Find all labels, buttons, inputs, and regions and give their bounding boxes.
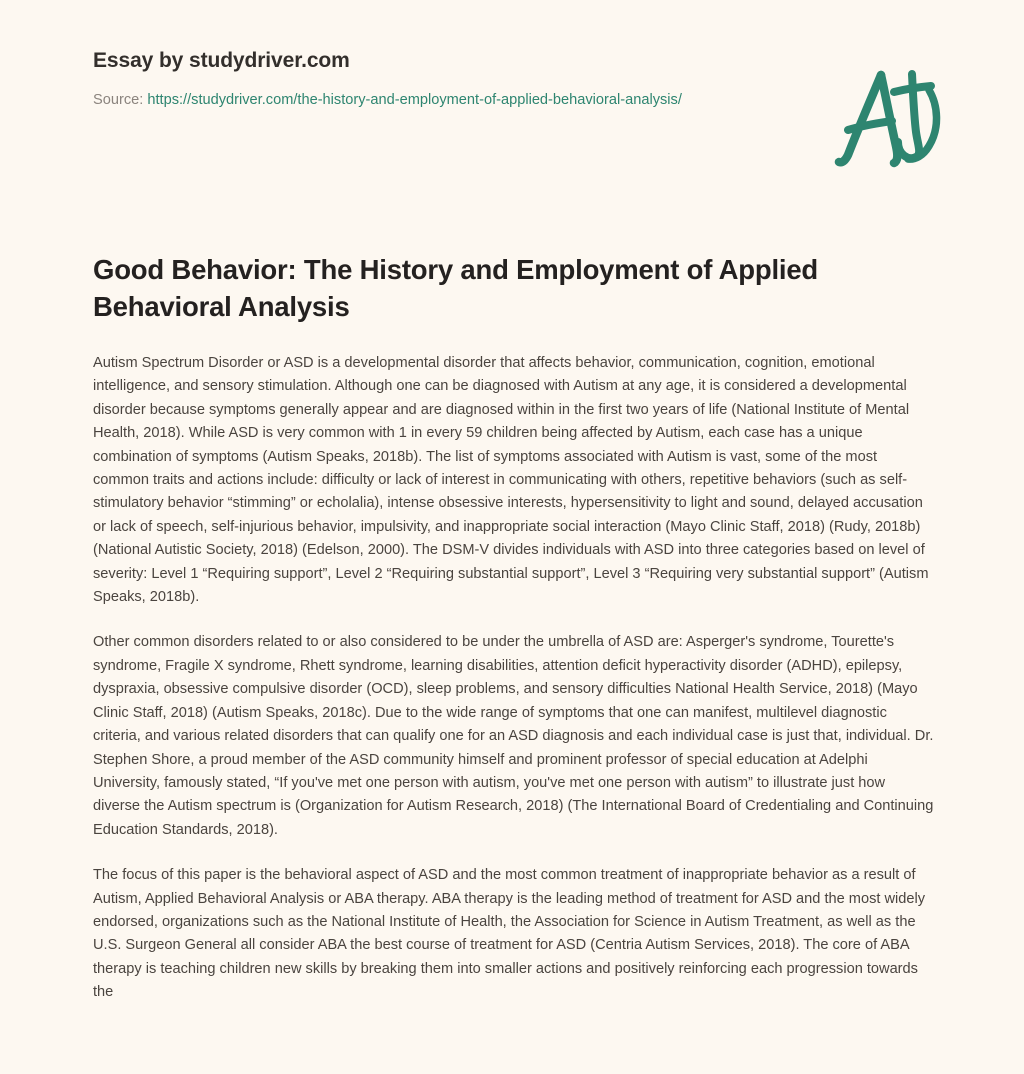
page-title: Essay by studydriver.com	[93, 49, 350, 72]
paragraph: Other common disorders related to or also considered to be under the umbrella of ASD are: Asperger's syndrome, Tourette's syndrome, Fragile X syndrome, Rhett syndrome, learning disabilities, attention deficit hyperactivity disorder (ADHD), epilepsy, dyspraxia, obsessive compulsive disorder (OCD), sleep problems, and sensory difficulties National Health Service, 2018) (Mayo Clinic Staff, 2018) (Autism Speaks, 2018c). Due to the wide range of symptoms that one can manifest, multilevel diagnostic criteria, and various related disorders that can qualify one for an ASD diagnosis and each individual case is just that, individual. Dr. Stephen Shore, a proud member of the ASD community himself and prominent professor of special education at Adelphi University, famously stated, “If you've met one person with autism, you've met one person with autism” to illustrate just how diverse the Autism spectrum is (Organization for Autism Research, 2018) (The International Board of Credentialing and Continuing Education Standards, 2018).	[93, 634, 934, 838]
source-url-link[interactable]: https://studydriver.com/the-history-and-employment-of-applied-behavioral-analysis/	[147, 92, 682, 109]
document-header	[93, 48, 933, 178]
a-plus-logo-svg	[828, 62, 946, 174]
source-line	[93, 88, 753, 113]
essay-body	[93, 352, 936, 1005]
source-label: Source:	[93, 92, 144, 109]
studydriver-a-plus-logo-icon	[828, 62, 946, 174]
essay-title: Good Behavior: The History and Employment of Applied Behavioral Analysis	[93, 254, 819, 322]
paragraph: Autism Spectrum Disorder or ASD is a developmental disorder that affects behavior, communication, cognition, emotional intelligence, and sensory stimulation. Although one can be diagnosed with Autism at any age, it is considered a developmental disorder because symptoms generally appear and are diagnosed within in the first two years of life (National Institute of Mental Health, 2018). While ASD is very common with 1 in every 59 children being affected by Autism, each case has a unique combination of symptoms (Autism Speaks, 2018b). The list of symptoms associated with Autism is vast, some of the most common traits and actions include: difficulty or lack of interest in communicating with others, repetitive behaviors (such as self-stimulatory behavior “stimming” or echolalia), intense obsessive interests, hypersensitivity to light and sound, delayed accusation or lack of speech, self-injurious behavior, impulsivity, and inappropriate social interaction (Mayo Clinic Staff, 2018) (Rudy, 2018b) (National Autistic Society, 2018) (Edelson, 2000). The DSM-V divides individuals with ASD into three categories based on level of severity: Level 1 “Requiring support”, Level 2 “Requiring substantial support”, Level 3 “Requiring very substantial support” (Autism Speaks, 2018b).	[93, 355, 929, 606]
paragraph: The focus of this paper is the behavioral aspect of ASD and the most common treatment of inappropriate behavior as a result of Autism, Applied Behavioral Analysis or ABA therapy. ABA therapy is the leading method of treatment for ASD and the most widely endorsed, organizations such as the National Institute of Health, the Association for Science in Autism Treatment, as well as the U.S. Surgeon General all consider ABA the best course of treatment for ASD (Centria Autism Services, 2018). The core of ABA therapy is teaching children new skills by breaking them into smaller actions and positively reinforcing each progression towards the	[93, 867, 926, 1001]
